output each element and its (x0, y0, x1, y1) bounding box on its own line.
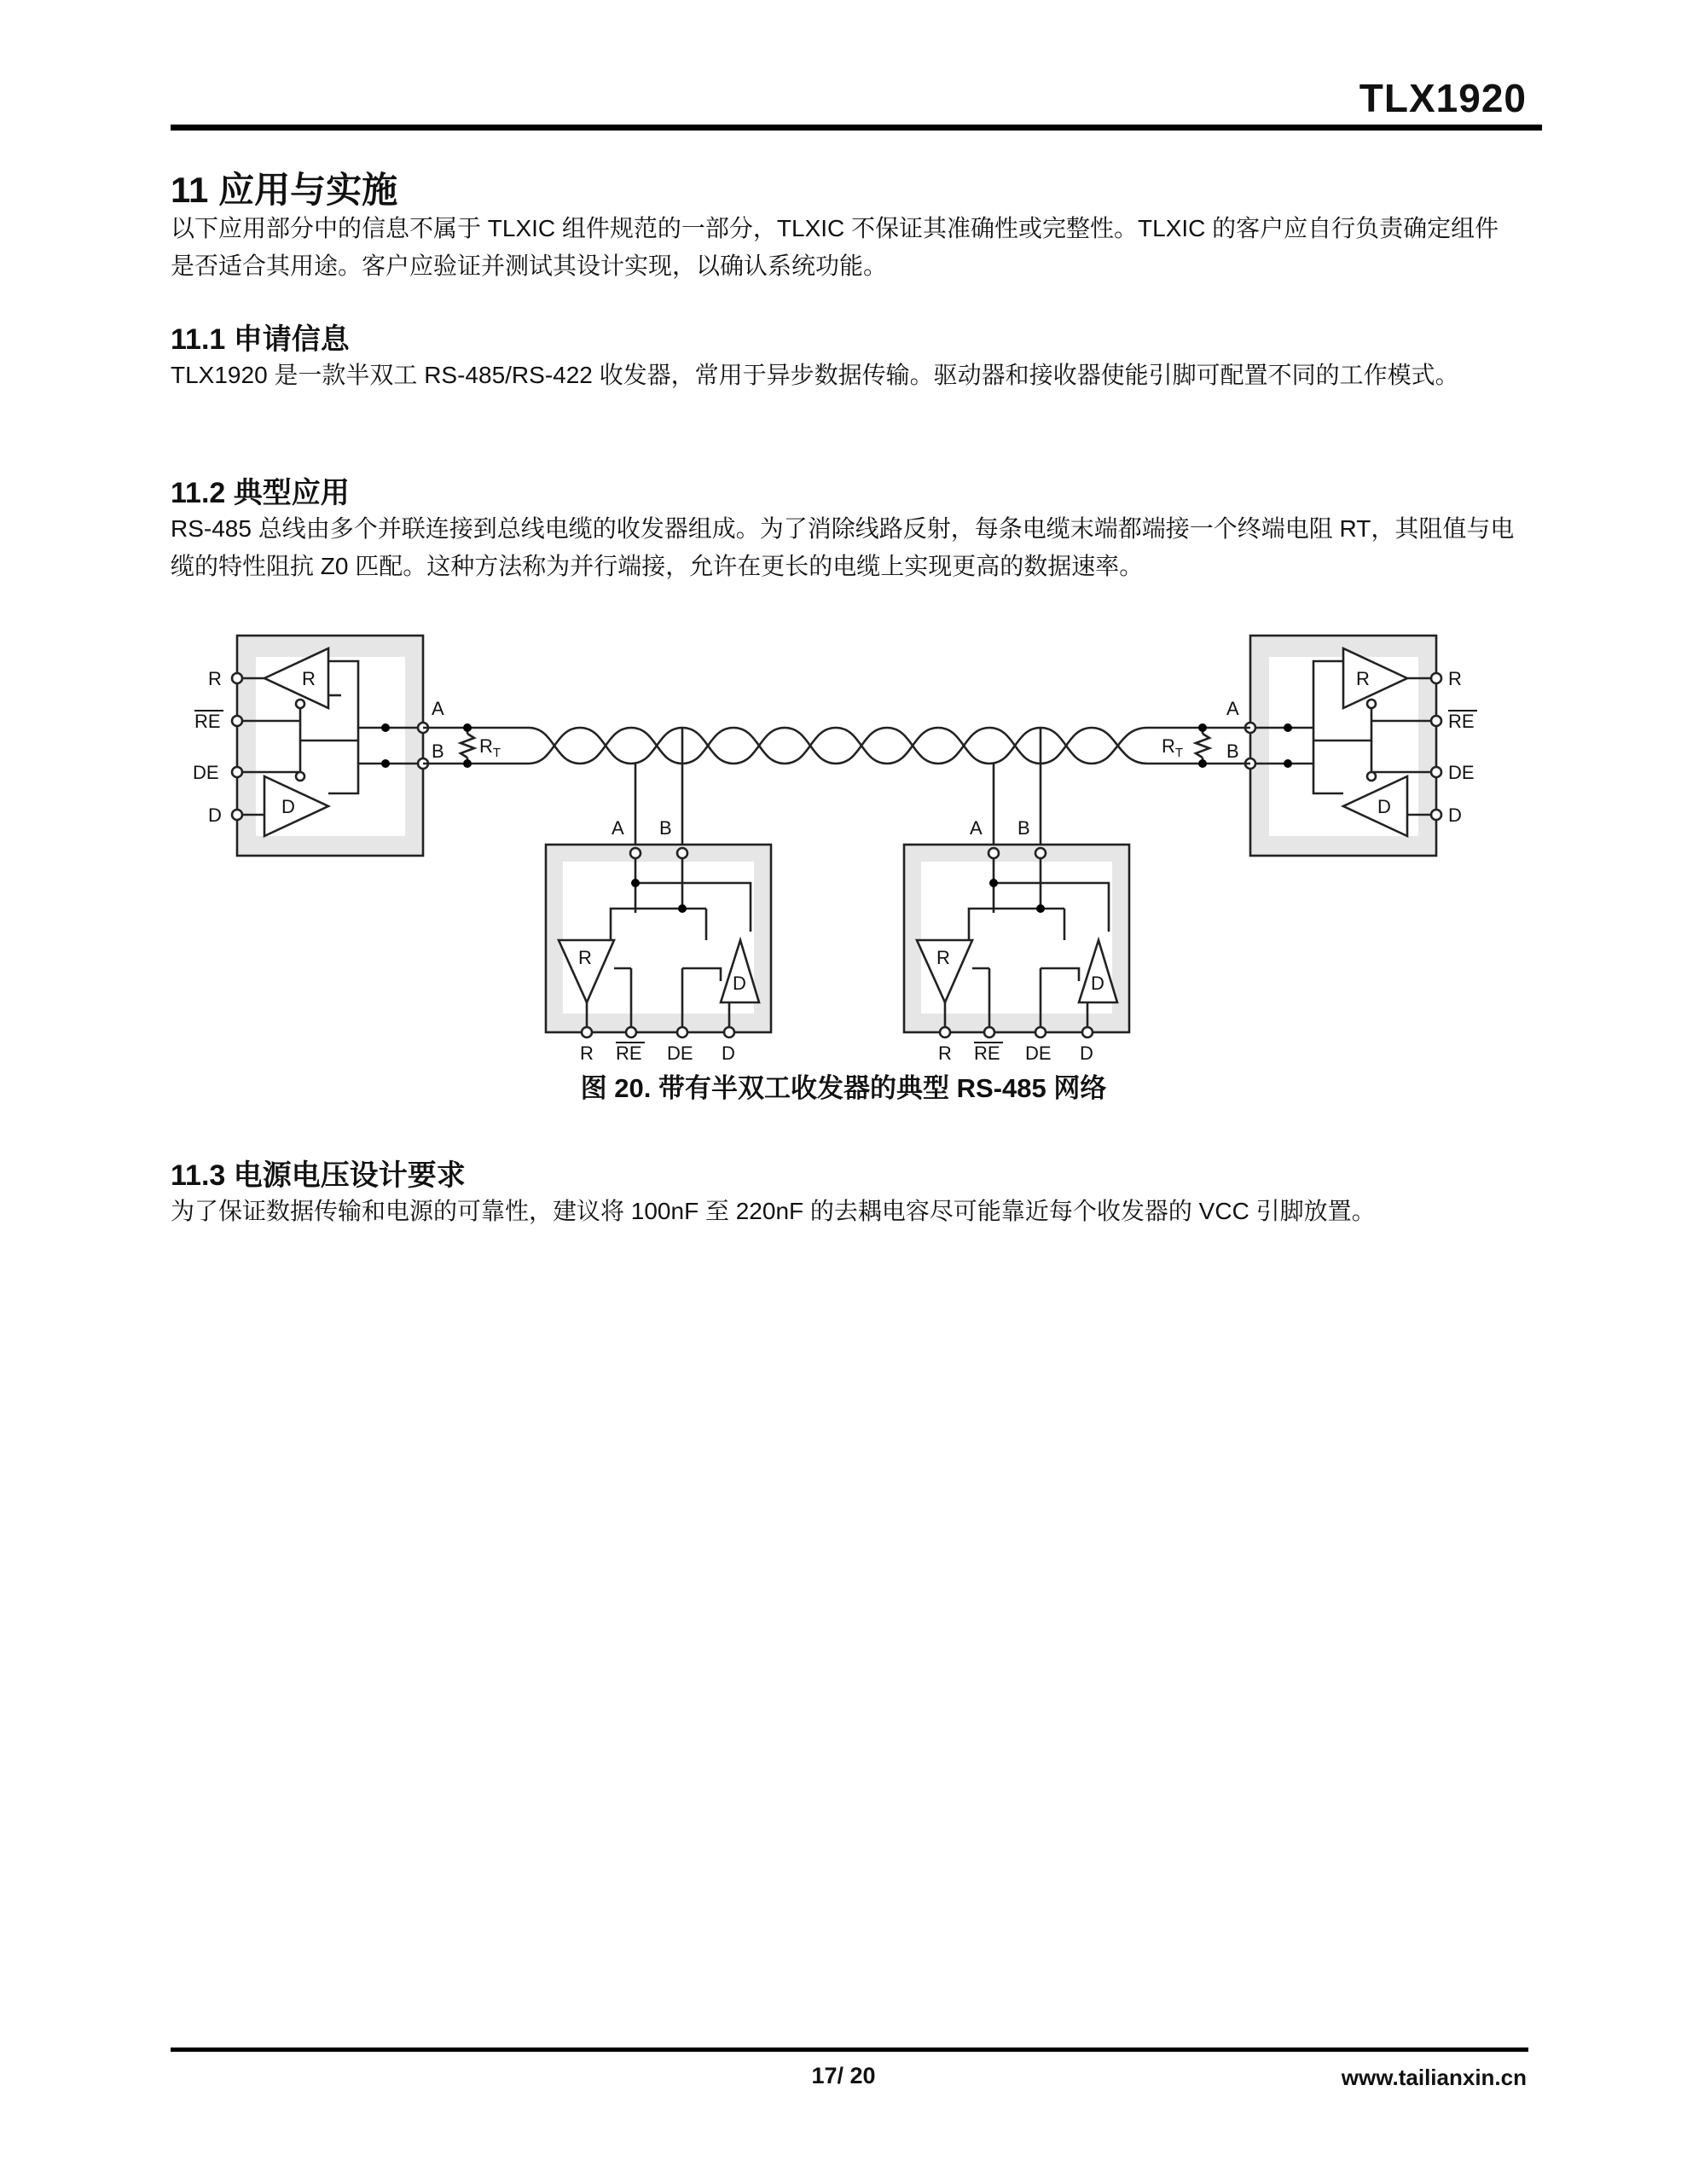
mid2-driver-label: D (1091, 973, 1104, 994)
mid2-bus-a-label: A (970, 817, 983, 839)
right-receiver-label: R (1356, 668, 1370, 689)
subsection-body-11-3: 为了保证数据传输和电源的可靠性，建议将 100nF 至 220nF 的去耦电容尽可能靠近每个收发器的 VCC 引脚放置。 (171, 1198, 1376, 1224)
junction-dots (381, 723, 1292, 913)
part-number: TLX1920 (1359, 76, 1527, 120)
left-rt-label: $R_T$ (479, 735, 501, 760)
left-pin-r-label: R (208, 668, 222, 689)
left-transceiver (232, 636, 428, 856)
subsection-body-11-2: RS-485 总线由多个并联连接到总线电缆的收发器组成。为了消除线路反射，每条电缆末端都端接一个终端电阻 RT，其阻值与电缆的特性阻抗 Z0 匹配。这种方法称为并行端接，允许在更长的电缆上实现更高的数据速率。 (171, 515, 1515, 579)
right-pin-de-label: DE (1448, 762, 1475, 783)
right-bus-a-label: A (1226, 698, 1239, 719)
mid1-driver-label: D (733, 973, 746, 994)
right-pin-r-label: R (1448, 668, 1462, 689)
mid1-receiver-label: R (578, 947, 592, 968)
section-intro: 以下应用部分中的信息不属于 TLXIC 组件规范的一部分，TLXIC 不保证其准确性或完整性。TLXIC 的客户应自行负责确定组件是否适合其用途。客户应验证并测试其设计实现，以确认系统功能。 (171, 215, 1499, 279)
left-receiver-label: R (302, 668, 316, 689)
section-title: 11 应用与实施 (171, 170, 398, 210)
right-bus-b-label: B (1226, 741, 1239, 762)
subsection-title-11-1: 11.1 申请信息 (171, 323, 350, 356)
mid2-bus-b-label: B (1017, 817, 1030, 839)
left-bus-b-label: B (432, 741, 444, 762)
subsection-body-11-1: TLX1920 是一款半双工 RS-485/RS-422 收发器，常用于异步数据传输。驱动器和接收器使能引脚可配置不同的工作模式。 (171, 362, 1459, 388)
mid1-bus-b-label: B (659, 817, 672, 839)
right-transceiver (1245, 636, 1441, 856)
mid1-pin-d-label: D (722, 1043, 735, 1064)
mid2-pin-re-label: RE (974, 1043, 1000, 1064)
mid1-pin-r-label: R (580, 1043, 594, 1064)
mid1-bus-a-label: A (612, 817, 624, 839)
footer-rule (171, 2048, 1528, 2052)
left-pin-re-label: RE (194, 711, 221, 732)
left-pin-d-label: D (208, 804, 222, 826)
mid2-receiver-label: R (936, 947, 950, 968)
right-pin-re-label: RE (1448, 711, 1475, 732)
mid1-pin-re-label: RE (616, 1043, 642, 1064)
middle-transceiver-1 (546, 845, 771, 1037)
right-driver-label: D (1377, 796, 1391, 817)
page-number: 17/ 20 (811, 2063, 876, 2088)
right-rt-label: $R_T$ (1162, 735, 1184, 760)
figure-caption: 图 20. 带有半双工收发器的典型 RS-485 网络 (580, 1073, 1107, 1103)
left-driver-label: D (281, 796, 295, 817)
right-pin-d-label: D (1448, 804, 1462, 826)
left-pin-de-label: DE (193, 762, 219, 783)
subsection-title-11-2: 11.2 典型应用 (171, 477, 350, 509)
mid1-pin-de-label: DE (667, 1043, 693, 1064)
middle-transceiver-2 (904, 845, 1129, 1037)
subsection-title-11-3: 11.3 电源电压设计要求 (171, 1159, 466, 1192)
mid2-pin-r-label: R (938, 1043, 952, 1064)
mid2-pin-de-label: DE (1025, 1043, 1052, 1064)
website-link[interactable]: www.tailianxin.cn (1341, 2065, 1527, 2090)
mid2-pin-d-label: D (1080, 1043, 1093, 1064)
left-bus-a-label: A (432, 698, 444, 719)
bus-cable (423, 728, 1250, 853)
